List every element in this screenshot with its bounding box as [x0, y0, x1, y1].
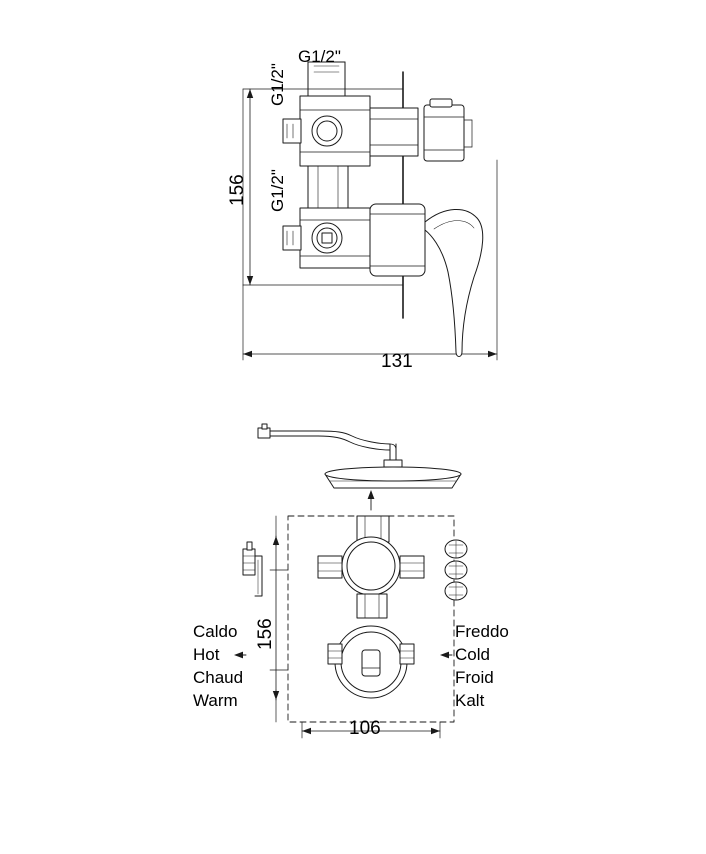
label-thread-upper-left: G1/2"	[268, 63, 287, 106]
dimension-height-bottom-view: 156	[255, 618, 276, 650]
hot-label-it: Caldo	[193, 622, 238, 641]
hot-label-fr: Chaud	[193, 668, 244, 687]
label-thread-top: G1/2"	[298, 47, 341, 66]
dimension-width-bottom-view: 106	[349, 718, 381, 739]
hot-side-label-group	[193, 620, 243, 712]
dimension-height-top-view: 156	[227, 174, 248, 206]
hot-label-de: Warm	[193, 691, 238, 710]
label-thread-lower-left: G1/2"	[268, 169, 287, 212]
cold-label-fr: Froid	[455, 668, 494, 687]
cold-label-en: Cold	[455, 645, 490, 664]
cold-label-it: Freddo	[455, 622, 509, 641]
dimension-depth-top-view: 131	[381, 351, 413, 372]
cold-label-de: Kalt	[455, 691, 485, 710]
cold-side-label-group	[455, 620, 509, 712]
hot-label-en: Hot	[193, 645, 220, 664]
